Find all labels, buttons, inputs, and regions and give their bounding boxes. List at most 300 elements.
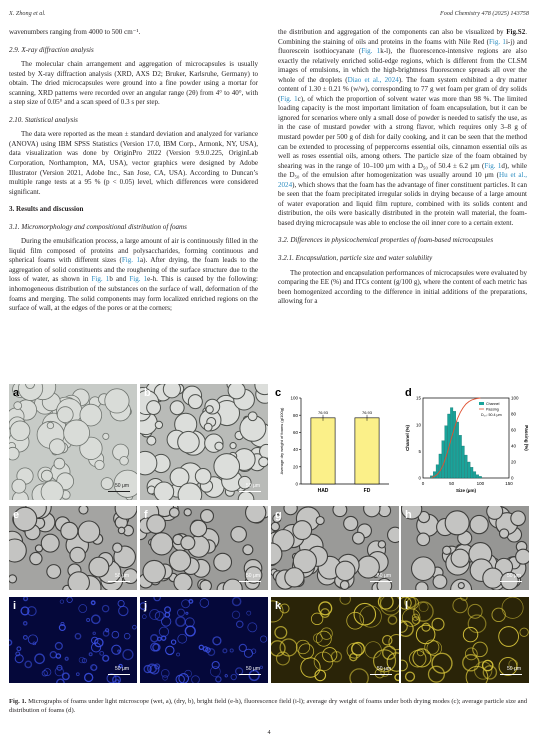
fluorescent-spot	[100, 651, 104, 655]
category-label: FD	[363, 488, 371, 494]
fluorescent-spot	[162, 636, 166, 640]
bubble	[170, 508, 180, 518]
section-heading: 3.1. Micromorphology and compositional distribution of foams	[9, 222, 187, 231]
bubble	[243, 545, 253, 555]
scale-bar-label: 50 μm	[115, 483, 129, 489]
fluorescence-micrograph	[9, 597, 137, 683]
y2-tick-label: 60	[511, 427, 517, 433]
fluorescent-spot	[123, 650, 133, 660]
fluorescent-spot	[55, 643, 62, 650]
y2-tick-label: 100	[511, 395, 519, 401]
bubble	[147, 401, 161, 415]
figure-caption	[9, 697, 529, 715]
fluorescent-ring	[416, 625, 435, 644]
fluorescent-spot	[178, 634, 187, 643]
fluorescent-spot	[91, 643, 100, 652]
fluorescent-spot	[118, 650, 120, 652]
fluorescent-spot	[210, 666, 220, 676]
scale-bar-label: 50 μm	[246, 666, 260, 672]
micrograph-bright-field	[271, 506, 399, 590]
y2-tick-label: 80	[511, 411, 517, 417]
panel-label: g	[275, 509, 282, 521]
scale-bar-label: 50 μm	[246, 573, 260, 579]
fluorescent-spot	[103, 655, 109, 661]
fluorescent-spot	[165, 607, 171, 613]
bubble	[231, 527, 247, 543]
fluorescent-spot	[112, 631, 119, 638]
bubble	[184, 509, 191, 516]
bubble	[451, 549, 469, 567]
fluorescent-spot	[102, 605, 108, 611]
figure-link[interactable]: Fig. 1	[129, 275, 148, 284]
fluorescent-spot	[212, 661, 219, 668]
scale-bar	[239, 491, 261, 493]
histogram-bar	[468, 462, 471, 478]
bubble	[47, 565, 61, 579]
micrograph-dry-foam	[140, 384, 268, 500]
bubble	[206, 406, 213, 413]
bubble	[9, 539, 26, 562]
fluorescent-ring	[280, 639, 297, 656]
bubble	[443, 546, 451, 554]
scale-bar-label: 50 μm	[507, 666, 521, 672]
fluorescent-spot	[57, 679, 64, 683]
scale-bar-label: 50 μm	[246, 483, 260, 489]
bubble	[284, 506, 297, 515]
paragraph: The protection and encapsulation performances of microcapsules were evaluated by comparing the EE (%) and ITCs content (g/100 g), where the content of each metric has been homogenized according to the difference in initial additions of the preparations, allowing for a	[278, 268, 527, 306]
bubble	[9, 575, 17, 583]
fluorescent-ring	[406, 672, 415, 681]
x-tick-label: 50	[449, 481, 455, 486]
bubble	[163, 384, 180, 398]
fluorescent-ring	[432, 618, 444, 630]
fluorescent-spot	[87, 618, 90, 621]
fluorescence-micrograph	[140, 597, 268, 683]
panel-label: i	[13, 600, 17, 612]
fluorescent-spot	[23, 636, 27, 640]
y-tick-label: 5	[418, 448, 421, 454]
y2-tick-label: 40	[511, 443, 517, 449]
fluorescent-ring	[465, 648, 477, 660]
fluorescence-micrograph	[271, 597, 399, 683]
bubble	[140, 451, 157, 474]
bubble	[41, 534, 59, 552]
bubble	[12, 479, 26, 493]
bubble	[49, 439, 65, 455]
bubble	[238, 492, 254, 500]
fluorescent-spot	[89, 653, 92, 656]
fluorescent-spot	[91, 601, 95, 605]
panel-label: k	[275, 600, 282, 612]
histogram-bar	[459, 435, 462, 478]
bubble	[248, 412, 257, 421]
section-heading: 3. Results and discussion	[9, 205, 84, 214]
fluorescent-spot	[247, 611, 251, 615]
fluorescent-ring	[275, 627, 287, 639]
figure-link[interactable]: Fig. 1	[280, 94, 298, 103]
fluorescent-spot	[154, 597, 160, 601]
scale-bar	[108, 674, 130, 676]
fluorescent-ring	[502, 597, 523, 618]
fluorescent-ring	[419, 602, 428, 611]
panel-label: a	[13, 387, 20, 399]
bubble	[201, 510, 214, 523]
fluorescent-spot	[118, 600, 124, 606]
fluorescent-ring	[301, 658, 320, 677]
fluorescent-ring	[388, 616, 396, 624]
bubble	[70, 547, 85, 562]
fluorescent-ring	[468, 604, 482, 618]
y-tick-label: 0	[418, 475, 421, 481]
paragraph: wavenumbers ranging from 4000 to 500 cm⁻¹.	[9, 28, 141, 36]
fluorescent-ring	[380, 597, 399, 615]
citation-link[interactable]: Diao et al., 2024	[347, 75, 399, 84]
micrograph-bright-field	[9, 506, 137, 590]
histogram-bar	[450, 408, 453, 478]
fluorescent-ring	[299, 644, 314, 659]
legend-label: Channel	[486, 402, 500, 406]
fluorescent-spot	[249, 671, 259, 681]
panel-label: f	[144, 509, 148, 521]
fluorescent-ring	[354, 603, 376, 625]
fluorescent-spot	[260, 666, 262, 668]
fluorescent-spot	[192, 676, 200, 683]
bubble	[113, 543, 122, 552]
bubble	[120, 456, 129, 465]
bubble	[147, 515, 166, 534]
bubble	[470, 515, 488, 533]
fluorescent-ring	[499, 627, 519, 647]
bubble	[214, 454, 240, 480]
histogram-bar	[465, 455, 468, 478]
histogram-bar	[445, 426, 448, 478]
bubble	[68, 572, 89, 590]
fluorescent-spot	[185, 626, 195, 636]
bubble	[151, 533, 173, 555]
panel-label: c	[275, 387, 282, 399]
fluorescent-spot	[25, 661, 31, 667]
fluorescent-spot	[75, 634, 80, 639]
bubble	[336, 561, 355, 580]
fluorescent-spot	[223, 649, 227, 653]
histogram-bar	[439, 454, 442, 478]
micrograph-bright-field	[401, 506, 529, 590]
bubble	[9, 447, 19, 460]
bubble	[458, 583, 464, 589]
bubble	[271, 522, 279, 530]
bubble	[154, 482, 174, 500]
bubble	[417, 533, 430, 546]
y-tick-label: 60	[292, 430, 298, 435]
scale-bar	[370, 674, 392, 676]
y-tick-label: 0	[295, 481, 298, 487]
legend-label: Passing	[486, 407, 499, 412]
bubble	[103, 433, 109, 439]
bubble	[483, 568, 503, 588]
bubble	[169, 550, 190, 571]
bubble	[412, 557, 436, 581]
fluorescent-ring	[492, 608, 505, 621]
bubble	[64, 420, 90, 446]
histogram-bar	[442, 441, 445, 478]
fluorescent-spot	[163, 675, 168, 680]
bubble	[101, 478, 113, 490]
bubble	[285, 568, 304, 587]
fluorescent-ring	[340, 597, 350, 604]
bubble	[499, 529, 508, 538]
scale-bar	[500, 674, 522, 676]
bubble	[433, 575, 447, 589]
fluorescent-spot	[150, 609, 160, 619]
bubble	[174, 573, 192, 590]
y-tick-label: 10	[415, 422, 421, 428]
figure-link[interactable]: Fig. 1	[91, 275, 110, 284]
fluorescent-spot	[248, 623, 257, 632]
fluorescent-ring	[360, 606, 382, 628]
bubble	[190, 520, 206, 536]
histogram-bar	[453, 411, 456, 478]
section-heading: 3.2. Differences in physicochemical properties of foam-based microcapsules	[278, 236, 494, 245]
scale-bar	[239, 581, 261, 583]
paragraph: During the emulsification process, a large amount of air is continuously filled in the liquid film composed of proteins and polysaccharides, forming continuous and spherical foams with different sizes (Fig. 1a). After drying, the foam leads to the aggregation of solid constituents and the roughening of the surface structure due to the loss of water, as shown in Fig. 1b and Fig. 1e-h. This is caused by the following: inhomogeneous distribution of the substances on the surface of wall, deformation of the foams and merging. The solid components may form localized enriched regions on the surface of wall, at the edges of the pores or at the corners;	[9, 237, 258, 313]
bubble	[54, 458, 65, 469]
fluorescent-spot	[177, 653, 180, 656]
histogram-chart	[401, 384, 529, 500]
fluorescent-ring	[347, 643, 362, 658]
scale-bar-label: 50 μm	[115, 666, 129, 672]
figure-1	[9, 384, 529, 683]
panel-label: b	[144, 387, 151, 399]
panel-label: l	[405, 600, 409, 612]
paragraph: The data were reported as the mean ± standard deviation and analyzed for variance (ANOVA) using IBM SPSS Statistics (Version 17.0, IBM Corp., Armonk, NY, USA), data visualization was done by OriginPro 2022 (Version 9.9.0.225, OriginLab Corporation, Northampton, MA, USA), vector graphics were designed by Adobe Illustrator (Version 2021, Adobe Inc., San Jose, CA, USA). According to Duncan’s multiple range tests at a 95 % (p < 0.05) level, which differences were considered significant.	[9, 130, 258, 196]
data-label: 76.93	[361, 409, 373, 415]
fluorescent-ring	[432, 653, 452, 673]
bubble	[228, 384, 245, 399]
bubble	[388, 527, 399, 542]
bubble	[41, 470, 52, 481]
bubble	[95, 460, 104, 469]
fluorescent-spot	[93, 632, 95, 634]
fluorescent-spot	[9, 640, 12, 645]
bubble	[214, 553, 232, 571]
bubble	[344, 516, 358, 530]
scale-bar-label: 50 μm	[377, 666, 391, 672]
bubble	[10, 421, 30, 441]
left-column	[9, 28, 258, 314]
fluorescent-spot	[85, 673, 93, 681]
scale-bar-label: 50 μm	[507, 573, 521, 579]
micrograph-wet-foam	[9, 384, 137, 500]
scale-bar	[370, 581, 392, 583]
x-tick-label: 150	[505, 481, 513, 486]
data-label: 76.93	[317, 409, 329, 415]
fluorescent-spot	[159, 627, 168, 636]
fluorescent-spot	[151, 635, 158, 642]
fluorescent-spot	[124, 633, 130, 639]
bubble	[353, 532, 365, 544]
bubble	[41, 481, 63, 500]
scale-bar	[239, 674, 261, 676]
fluorescent-ring	[520, 628, 528, 636]
y-tick-label: 100	[290, 395, 298, 401]
bubble	[105, 389, 129, 413]
bubble	[293, 521, 312, 540]
fluorescent-spot	[232, 611, 239, 618]
x-tick-label: 0	[421, 481, 425, 486]
bubble	[30, 552, 42, 564]
y-tick-label: 20	[292, 464, 298, 470]
y-tick-label: 15	[415, 395, 421, 401]
fluorescent-spot	[231, 674, 236, 679]
bubble	[215, 442, 223, 450]
citation-link[interactable]: Hu et al., 2024	[278, 171, 527, 189]
fluorescent-spot	[50, 652, 56, 658]
fluorescent-spot	[17, 647, 21, 651]
bubble	[487, 506, 503, 519]
running-head-authors: X. Zhong et al.	[9, 10, 46, 17]
running-head-journal: Food Chemistry 478 (2025) 143758	[439, 10, 529, 17]
caption-label: Fig. 1.	[9, 698, 27, 705]
bubble	[364, 506, 380, 517]
scale-bar-label: 50 μm	[377, 573, 391, 579]
fluorescent-spot	[260, 636, 266, 642]
bubble	[195, 468, 211, 484]
bubble	[79, 506, 88, 514]
bubble	[47, 422, 54, 429]
fluorescent-ring	[453, 598, 467, 612]
bubble	[57, 407, 73, 423]
bubble	[188, 395, 202, 409]
figure-link[interactable]: Fig. 1	[121, 256, 141, 265]
panel-label: j	[144, 600, 148, 612]
bubble	[333, 506, 347, 517]
x-axis-label: Size (μm)	[455, 488, 477, 493]
bubble	[259, 457, 268, 467]
panel-label: d	[405, 387, 412, 399]
fluorescent-spot	[216, 677, 221, 682]
fluorescent-ring	[321, 628, 333, 640]
x-tick-label: 100	[476, 481, 485, 486]
bar-chart	[271, 384, 399, 500]
figure-link[interactable]: Fig. 1	[484, 161, 502, 170]
fluorescent-spot	[133, 625, 137, 629]
fluorescent-spot	[177, 609, 184, 616]
panel-label: h	[405, 509, 412, 521]
caption-text: Micrographs of foams under light microscope (wet, a), (dry, b), bright field (e-h), fluorescence field (i-l); average dry weight of foams under both drying modes (c); average particle size and distribution of foams (d).	[9, 698, 528, 714]
fluorescent-spot	[65, 657, 68, 660]
bubble	[61, 522, 78, 539]
fluorescent-spot	[42, 671, 47, 676]
fluorescent-ring	[314, 652, 333, 671]
scale-bar	[500, 581, 522, 583]
bubble	[378, 541, 385, 548]
section-heading: 3.2.1. Encapsulation, particle size and water solubility	[278, 254, 433, 263]
fluorescent-spot	[230, 649, 233, 652]
bubble	[516, 549, 529, 564]
figure-link[interactable]: Fig. 1	[488, 37, 506, 46]
bar	[311, 418, 335, 484]
histogram-bar	[479, 476, 482, 478]
category-label: HAD	[317, 488, 329, 494]
fluorescent-spot	[35, 654, 44, 663]
section-heading: 2.9. X-ray diffraction analysis	[9, 45, 94, 54]
bubble	[200, 580, 212, 590]
bubble	[316, 517, 324, 525]
fluorescent-spot	[189, 600, 193, 604]
bubble	[118, 527, 125, 534]
page-number: 4	[267, 729, 271, 736]
scale-bar	[108, 581, 130, 583]
fluorescent-spot	[176, 617, 185, 626]
fluorescent-spot	[158, 637, 161, 640]
bubble	[340, 581, 349, 590]
legend-swatch	[479, 402, 484, 405]
fluorescent-ring	[350, 669, 368, 683]
right-column	[278, 28, 527, 307]
fluorescent-spot	[171, 640, 175, 644]
bubble	[204, 423, 212, 431]
fluorescent-spot	[186, 612, 188, 614]
bubble	[178, 431, 200, 453]
histogram-bar	[473, 472, 476, 478]
chart-size-distribution	[401, 384, 529, 500]
fluorescent-ring	[483, 666, 496, 679]
fluorescent-spot	[24, 597, 28, 601]
y-axis-label: Channel (%)	[405, 424, 410, 452]
bar	[355, 418, 379, 484]
bubble	[445, 511, 469, 535]
fluorescent-spot	[92, 615, 100, 623]
fluorescent-ring	[401, 660, 407, 671]
fluorescent-spot	[24, 622, 27, 625]
y-tick-label: 80	[292, 412, 298, 418]
bubble	[230, 443, 236, 449]
histogram-bar	[462, 446, 465, 478]
bubble	[143, 560, 165, 582]
fluorescent-spot	[107, 674, 116, 683]
fluorescent-spot	[142, 615, 146, 619]
chart-dry-weight	[271, 384, 399, 500]
scale-bar-label: 50 μm	[115, 573, 129, 579]
micrograph-bright-field	[140, 506, 268, 590]
bubble	[14, 402, 22, 410]
histogram-bar	[436, 465, 439, 478]
y2-axis-label: Passing (%)	[524, 425, 529, 451]
fluorescent-spot	[76, 673, 79, 676]
histogram-bar	[470, 467, 473, 478]
fluorescent-ring	[395, 674, 399, 680]
paragraph: the distribution and aggregation of the components can also be visualized by Fig.S2. Combining the staining of oils and proteins in the foams with Nile Red (Fig. 1i-j) and fluorescein isothiocyanate (Fig. 1k-l), the fluorescence-intensive regions are also exactly the relatively enriched solid-edge regions, which is different from the CLSM images of emulsions, in which the high-brightness fluorescence spreads all over the whole of the droplets (Diao et al., 2024). The foam system exhibited a dry matter content of 1.30 ± 0.21 % (w/w), corresponding to 77 g wet foam per gram of dry solids (Fig. 1c), of which the proportion of solvent water was more than 98 %. The limited loading capacity is the most important limitation of foam encapsulation, but it can be ignored for scenarios where only a small dose of powder is needed to satisfy the use, as in the case of mustard powder with a strong flavor, which requires only 3–8 g of mustard powder per 500 g of dish for daily cooking, and it can be seen that the method can be extended to processing of peppercorns essential oils, cinnamon essential oils as well as roses essential oils, among others. The particle size of the foam obtained by shearing was in the range of 10–100 μm with a D₅₀ of 50.4 ± 6.2 μm (Fig. 1d), while the D₅₀ of the emulsion after homogenization was usually around 10 μm (Hu et al., 2024), which shows that the foam has the advantage of finer constituent particles. It can be seen that the foam precipitated irregular solids in drying because of a large amount of water evaporation and liquid film rupture, combined with its solids content and distribution, the oils were basically distributed in the protein wall material, the foam-based drying microcapsule was able to enclose the oil inner core to a certain extent.	[278, 28, 528, 227]
y2-tick-label: 0	[511, 475, 514, 481]
bubble	[511, 511, 526, 526]
y-axis-label: Average dry weight of foams (g/100g)	[279, 407, 284, 475]
bubble	[170, 401, 184, 415]
fluorescent-ring	[311, 613, 323, 625]
fluorescent-spot	[161, 669, 169, 677]
bubble	[416, 582, 428, 590]
legend-label: D₅₀: 50.4 μm	[481, 413, 502, 417]
figure-link[interactable]: Fig. 1	[361, 47, 381, 56]
fluorescent-spot	[239, 644, 246, 651]
fluorescent-spot	[200, 599, 209, 608]
fluorescent-spot	[119, 606, 128, 615]
fluorescent-spot	[63, 673, 69, 679]
y-tick-label: 40	[292, 447, 298, 453]
supplementary-figure-ref: Fig.S2	[506, 28, 526, 36]
histogram-bar	[456, 422, 459, 478]
section-heading: 2.10. Statistical analysis	[9, 115, 78, 124]
fluorescent-spot	[67, 597, 72, 602]
